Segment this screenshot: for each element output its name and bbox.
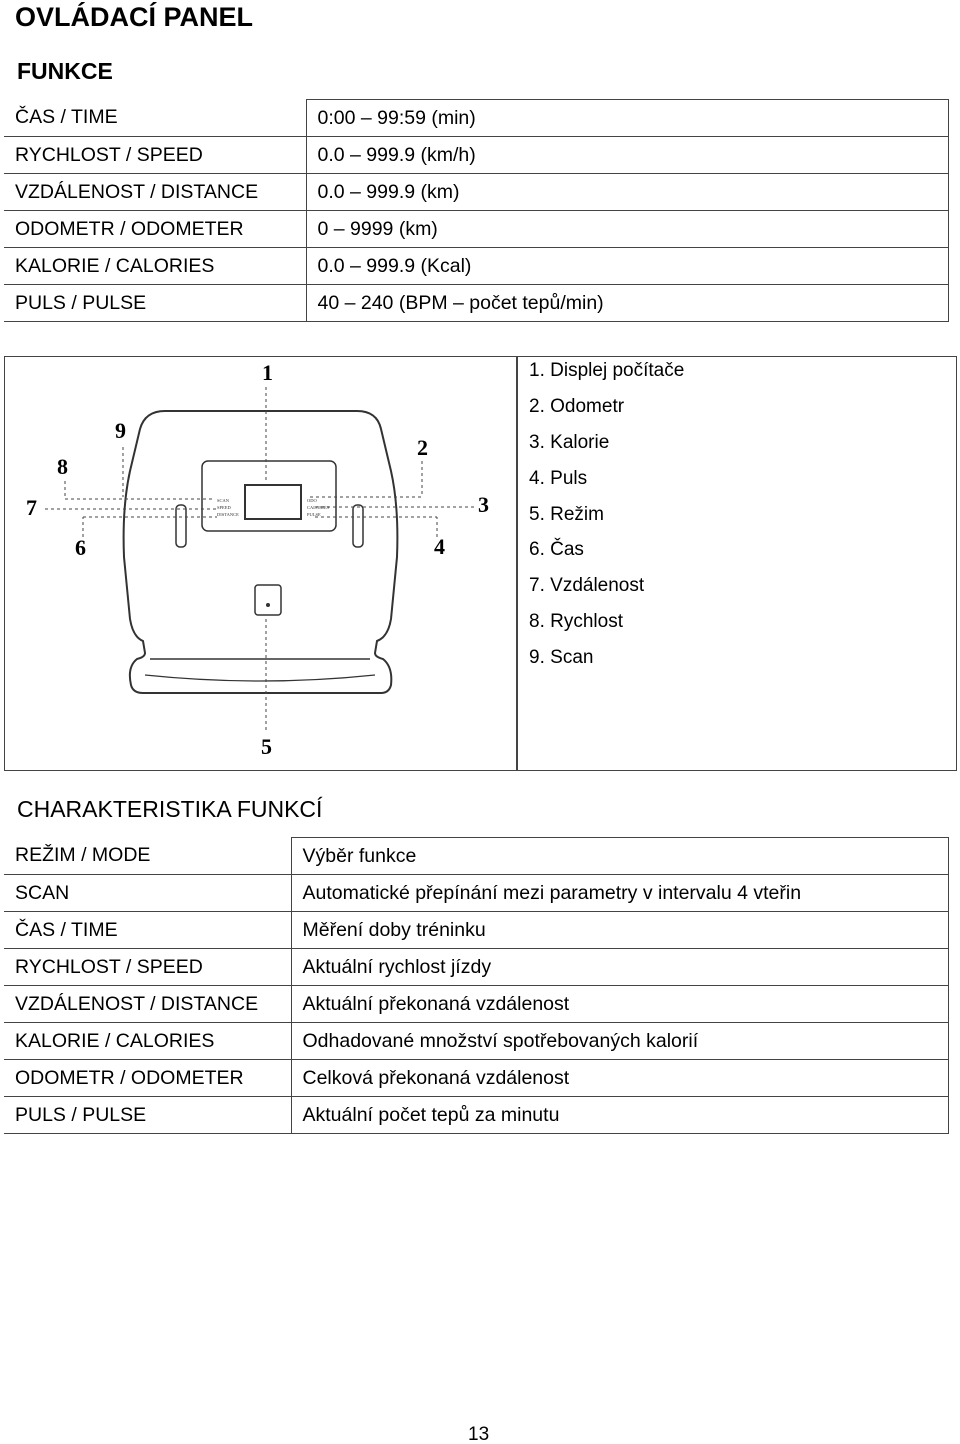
characteristic-desc: Celková překonaná vzdálenost	[291, 1060, 949, 1097]
functions-heading: FUNKCE	[17, 58, 113, 84]
console-diagram	[5, 357, 516, 772]
characteristic-desc: Aktuální počet tepů za minutu	[291, 1097, 949, 1134]
left-grip	[176, 505, 186, 547]
characteristic-name: RYCHLOST / SPEED	[4, 949, 291, 986]
callout-2: 2	[417, 435, 428, 460]
right-grip	[353, 505, 363, 547]
table-row	[4, 211, 949, 248]
characteristic-desc: Výběr funkce	[291, 838, 949, 875]
characteristic-name: ČAS / TIME	[4, 912, 291, 949]
function-name: VZDÁLENOST / DISTANCE	[4, 174, 306, 211]
characteristic-desc: Aktuální rychlost jízdy	[291, 949, 949, 986]
lcd-screen	[245, 485, 301, 519]
table-row	[4, 1023, 949, 1060]
console-outline	[124, 411, 398, 693]
list-item: 7. Vzdálenost	[529, 575, 645, 597]
table-row	[4, 285, 949, 322]
table-row	[4, 100, 949, 137]
function-name: RYCHLOST / SPEED	[4, 137, 306, 174]
table-row	[4, 838, 949, 875]
characteristic-desc: Aktuální překonaná vzdálenost	[291, 986, 949, 1023]
characteristic-name: REŽIM / MODE	[4, 838, 291, 875]
table-row	[4, 912, 949, 949]
list-item: 8. Rychlost	[529, 611, 623, 633]
function-name: KALORIE / CALORIES	[4, 248, 306, 285]
function-range: 0.0 – 999.9 (km)	[306, 174, 949, 211]
table-row	[4, 949, 949, 986]
function-name: PULS / PULSE	[4, 285, 306, 322]
diagram-legend	[529, 358, 684, 681]
list-item: 5. Režim	[529, 503, 604, 525]
characteristic-name: VZDÁLENOST / DISTANCE	[4, 986, 291, 1023]
console-label-calories: CALORIES	[307, 505, 330, 510]
table-row	[4, 1097, 949, 1134]
table-row	[4, 986, 949, 1023]
characteristic-desc: Odhadované množství spotřebovaných kalorií	[291, 1023, 949, 1060]
console-label-odo: ODO	[307, 498, 317, 503]
console-label-scan: SCAN	[217, 498, 230, 503]
callout-5: 5	[261, 734, 272, 759]
callout-9: 9	[115, 418, 126, 443]
function-range: 0.0 – 999.9 (Kcal)	[306, 248, 949, 285]
characteristic-name: KALORIE / CALORIES	[4, 1023, 291, 1060]
characteristic-name: PULS / PULSE	[4, 1097, 291, 1134]
console-display-frame	[202, 461, 336, 531]
function-range: 0:00 – 99:59 (min)	[306, 100, 949, 137]
list-item: 4. Puls	[529, 467, 588, 489]
functions-table	[4, 99, 949, 322]
list-item: 6. Čas	[529, 539, 584, 561]
table-row	[4, 174, 949, 211]
function-range: 0 – 9999 (km)	[306, 211, 949, 248]
callout-7: 7	[26, 495, 37, 520]
table-row	[4, 137, 949, 174]
list-item: 2. Odometr	[529, 395, 625, 417]
page-title: OVLÁDACÍ PANEL	[15, 2, 254, 32]
table-row	[4, 875, 949, 912]
console-label-pulse: PULSE	[307, 512, 321, 517]
characteristic-name: SCAN	[4, 875, 291, 912]
characteristic-name: ODOMETR / ODOMETER	[4, 1060, 291, 1097]
callout-6: 6	[75, 535, 86, 560]
characteristics-heading: CHARAKTERISTIKA FUNKCÍ	[17, 796, 323, 822]
list-item: 9. Scan	[529, 647, 594, 669]
characteristic-desc: Měření doby tréninku	[291, 912, 949, 949]
list-item: 3. Kalorie	[529, 431, 610, 453]
characteristics-table	[4, 837, 949, 1134]
mode-button-area	[255, 585, 281, 615]
list-item: 1. Displej počítače	[529, 360, 685, 381]
diagram-divider	[516, 357, 518, 770]
function-name: ČAS / TIME	[4, 100, 306, 137]
mode-button	[266, 603, 270, 607]
console-diagram-panel	[4, 356, 957, 771]
callout-3: 3	[478, 492, 489, 517]
table-row	[4, 248, 949, 285]
callout-4: 4	[434, 534, 445, 559]
callout-8: 8	[57, 454, 68, 479]
callout-1: 1	[262, 360, 273, 385]
console-label-speed: SPEED	[217, 505, 231, 510]
characteristic-desc: Automatické přepínání mezi parametry v intervalu 4 vteřin	[291, 875, 949, 912]
console-label-distance: DISTANCE	[217, 512, 239, 517]
function-name: ODOMETR / ODOMETER	[4, 211, 306, 248]
page-number: 13	[468, 1424, 490, 1444]
table-row	[4, 1060, 949, 1097]
function-range: 0.0 – 999.9 (km/h)	[306, 137, 949, 174]
function-range: 40 – 240 (BPM – počet tepů/min)	[306, 285, 949, 322]
